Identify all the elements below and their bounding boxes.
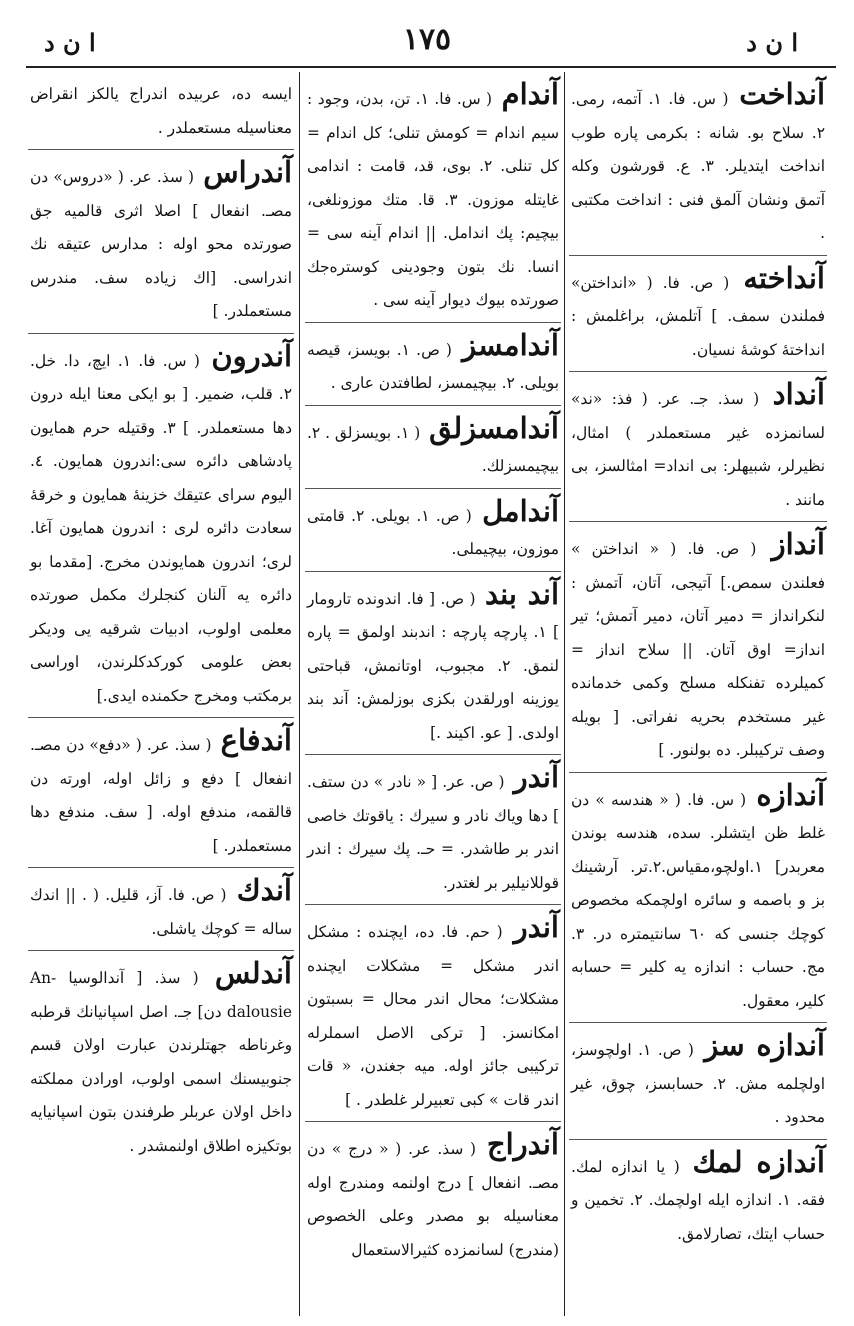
entry [28,868,294,951]
headword: آند بند [484,576,559,611]
grammar-note: ( حم. فا. ده، ايچنده : مشكل اندر مشكل = مشكلات [307,923,559,975]
headword: آندراج [486,1127,559,1161]
entry [305,489,561,572]
entry [28,150,294,334]
definition: زائل اوله، اورته دن قالقمه، مندفع اوله. [ سف. مندفع دها مستعملدر. ] [30,769,292,855]
entry [569,256,827,373]
definition: پارچه : اندبند اولمق = پاره لنمق. ٢. مجبوب، اوتانمش، قباحتى يوزينه اورلقدن بكزى بوزلمش: آند بند اولدى. [ عو. اكيند .] [307,623,559,742]
definition: آتان، آتمش : لنكرانداز = دمير آتان، دمير آتمش؛ تير انداز= اوق آتان. || سلاح انداز = كميلرده تفنكله مسلح وكمى خدمانده غير مستخدم بحريه نفراتى. [ بويله وصف تركيبلر. ده بولنور. ] [571,573,825,759]
definition: لطافتدن عارى . [330,374,433,392]
entry [569,522,827,773]
column-right [569,72,827,1318]
column-rule [564,72,565,1316]
definition: اولنمه ومندرج اوله معناسيله بو مصدر وعلى الخصوص (مندرج) لسانمزده كثيرالاستعمال [307,1173,559,1259]
headword: آندامسزلق [429,410,559,445]
headword: آندر [513,910,559,944]
entry [305,755,561,905]
headword: آندامسز [462,327,559,362]
grammar-note: ( سذ. عر. ( «دروس» دن مصـ. انفعال ] [30,168,292,220]
headword: آندلس [214,956,292,990]
headword: آندازه [756,777,825,812]
definition: اصلا اثرى قالميه جق صورتده محو اوله : مدارس عتيقه نك اندراسى. [اك زياده سف. مندرس مستعملدر. ] [30,201,292,320]
definition: ايچنده مشكلات؛ محال اندر محال = بسبتون امكانسز. [ تركى الاصل اسملرله تركيبى جائز اوله. ميه جغندن، « قات اندر قات » كبى تعبيرلر غلطدر . ] [307,956,559,1109]
grammar-note: ( ص. ١. اولچوسز، اولچلمه مش. ٢. [571,1041,825,1093]
entry [569,372,827,522]
grammar-note: ( سذ. [ آندالوسيا An- dalousie دن] جـ. اصل [30,969,292,1021]
headword: آندفاع [220,723,292,757]
entry-continuation [28,72,294,150]
running-head-left: ا ن د [44,28,96,57]
definition: اولچمك. ٢. تخمين و حساب ايتك، تصارلامق. [571,1191,825,1243]
definition: شانه : بكرمى پاره طوب انداخت ايتديلر. ٣. ع. قورشون وكله آتمق ونشان آلمق فنى : انداخت مكتبى . [571,123,826,242]
grammar-note: ( سذ. عر. ( «دفع» دن مصـ. انفعال ] دفع و [30,736,292,788]
headword: آندام [501,77,559,111]
definition: حسابسز، چوق، غير محدود . [571,1074,825,1126]
grammar-note: ( س. فا. ١. ايچ، دا. خل. ٢. قلب، ضمير. [30,351,292,403]
grammar-note: ( ١. بويسزلق . ٢. بيچيمسزلك. [307,423,559,475]
entry [569,773,827,1024]
column-left [28,72,294,1318]
definition: [ بو ايكى معنا ايله درون دها مستعملدر. ] ٣. وقتيله حرم همايون پادشاهى دائره سى:اندرون همايون. ٤. اليوم سراى عتيقك خزينهٔ همايون و خرقهٔ سعادت دائره لرى : اندرون همايون آغا. لرى؛ اندرون همايوندن مخرج. [مقدما بو دائره يه آلنان كنجلرك مكمل صورتده معلمى اولوب، ادبيات شرقيه يى وديكر بعض علومى كوركدكلرندن، اوراسى برمكتب ومخرج حكمنده ايدى.] [30,385,292,705]
headword: آنداخت [739,77,825,111]
definition: امثال، نظيرلر، شبيهلر: بى انداد= امثالسز، بى مانند . [571,423,825,509]
entry [305,572,561,756]
page-number: ١٧٥ [402,22,452,57]
grammar-note: ( ص. ١. بويلى. ٢. قامتى موزون، بيچيملى. [307,506,559,558]
grammar-note: ( ص. عر. [ « نادر » دن ستف. ] دها وياك نادر و [307,773,559,825]
definition: كومش تنلى؛ كل اندام = كل تنلى. ٢. بوى، قد، قامت : اندامى غايتله موزون. ٣. قا. متك موزونلغى، بيچيم: پك اندامل. || اندام آينه سى = انسا. نك بتون وجودينى كوسترەجك صورتده بيوك ديوار آينه سى . [307,123,559,309]
column-rule [299,72,300,1316]
definition: ياشلى. [151,919,197,938]
headword: آندازه لمك [692,1144,825,1179]
headword: آندرون [211,338,292,373]
headword: آنداز [771,527,825,561]
grammar-note: ( ص. فا. ( «انداختن» فملندن سمف. ] آتلمش، [571,273,825,325]
headword: آنداخته [743,260,825,295]
grammar-note: ( س. فا. ( « هندسه » دن غلط ظن ايتشلر. [571,790,825,842]
grammar-note: ( ص. ١. بويسز، قيصه بويلى. ٢. بيچيمسز، [307,340,559,392]
running-head-right: ا ن د [746,28,798,57]
grammar-note: ( س. فا. ١. تن، بدن، وجود : سيم اندام = [307,90,559,142]
definition: براغلمش : انداختهٔ كوشهٔ نسيان. [571,307,825,359]
entry [28,718,294,868]
header-rule [26,66,836,68]
definition: اسپانيانك قرطبه وغرناطه جهتلرندن عبارت اولان قسم جنوبيسنك اسمى اولوب، اورادن مملكته داخل اولان عربلر طرفندن بتون اسپانيايه بوتكيزه اطلاق اولنمشدر . [30,1002,292,1155]
headword: آندامل [482,493,559,528]
entry [569,1140,827,1256]
entry [28,951,294,1167]
grammar-note: ( ص. فا. ( « انداختن » فعلندن سمص.] آتيجى، [571,540,825,592]
column-middle [305,72,561,1318]
grammar-note: ( سذ. عر. ( « درج » دن مصـ. انفعال ] درج [307,1140,559,1192]
entry [569,1023,827,1140]
entry [305,323,561,406]
entry [305,1122,561,1271]
headword: آندك [236,873,292,907]
grammar-note: ( ص. [ فا. اندونده تارومار ] ١. پارچه [307,589,559,641]
entry [28,334,294,719]
entry [569,72,827,256]
entry [305,72,561,323]
definition: سيرك : ياقوتك خاصى اندر بر طاشدر. = حـ. پك سيرك : اندر قوللانيلير بر لغتدر. [307,806,559,892]
grammar-note: ( ص. فا. آز، قليل. ( . || اندك ساله = كوچك [30,886,292,938]
headword: آنداد [772,377,825,411]
entry [305,905,561,1122]
grammar-note: ( سذ. جـ. عر. ( فذ: «ند» لسانمزده غير مستعملدر ) [571,390,825,442]
headword: آندراس [203,155,292,189]
headword: آندازه سز [704,1028,825,1062]
definition: سده، هندسه بوندن معربدر] ١.اولچو،مقياس.٢.تر. آرشينك بز و باصمه و سائره اولچمكه مخصوص كوچك جنسى كه ٦٠ سانتيمتره در. ٣. مج. حساب : اندازه يه كلير = حسابه كلير، معقول. [571,824,826,1010]
headword: آندر [513,760,559,794]
grammar-note: ( س. فا. ١. آتمه، رمى. ٢. سلاح بو. [571,90,825,142]
definition: ايسه ده، عربيده اندراج يالكز انقراض معناسيله مستعملدر . [30,85,292,137]
grammar-note: ( يا اندازه لمك. فقه. ١. اندازه ايله [571,1157,825,1209]
entry [305,406,561,489]
